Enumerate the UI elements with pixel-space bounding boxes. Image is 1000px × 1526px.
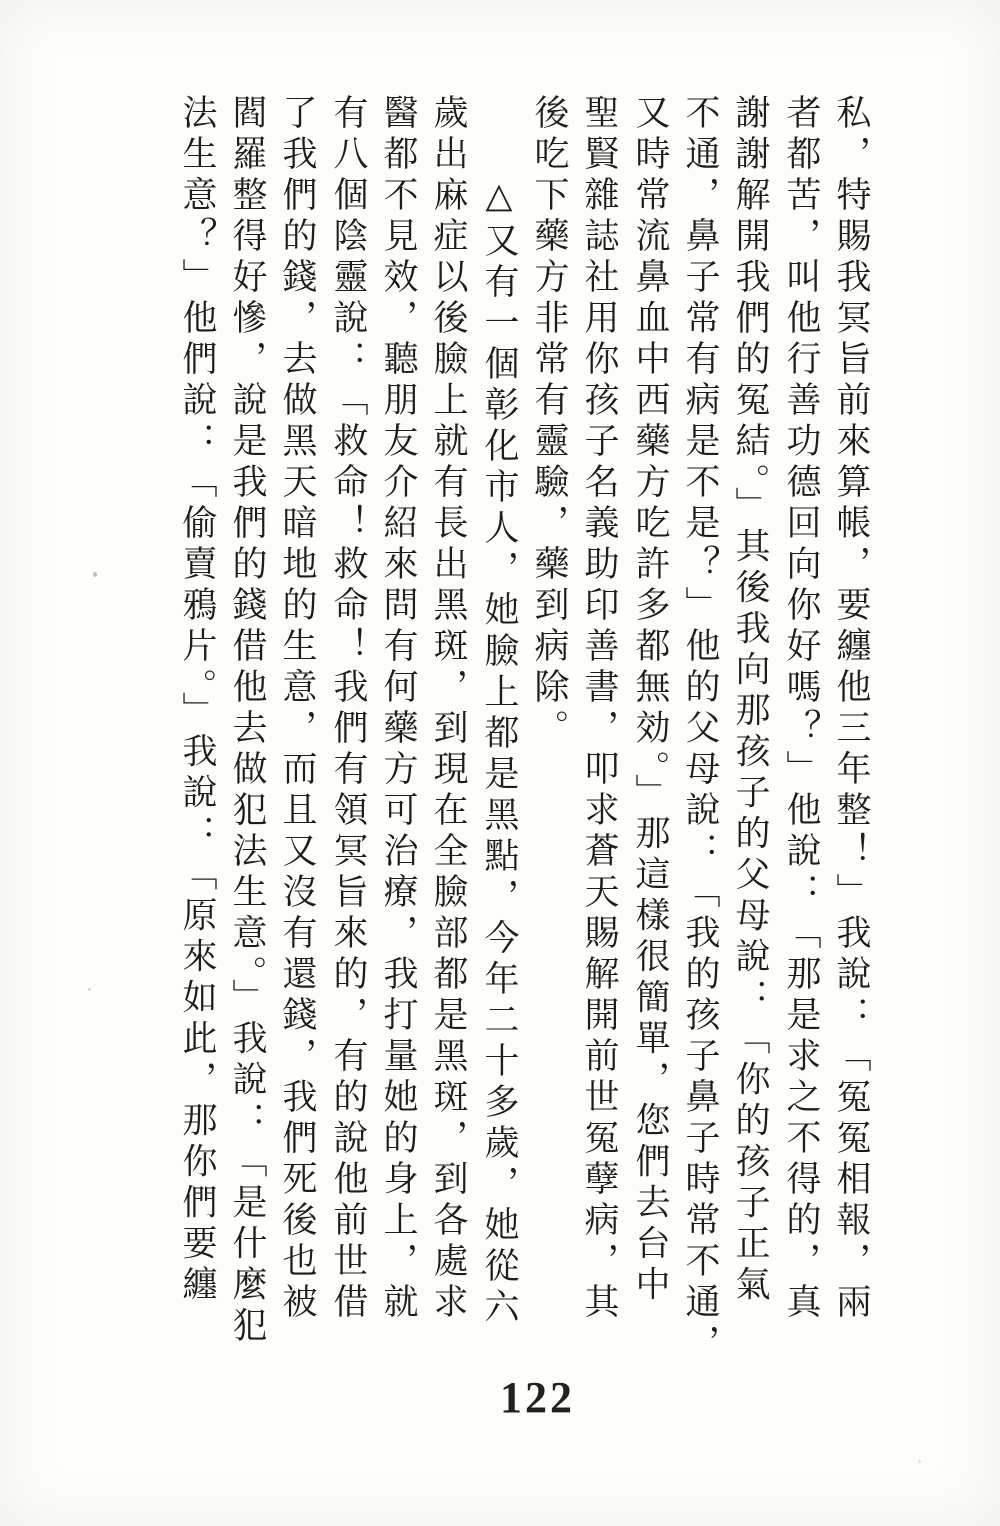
text-column: 閻羅整得好慘，說是我們的錢借他去做犯法生意。」我說：「是什麼犯 xyxy=(228,94,267,1348)
text-column: 法生意？」他們說：「偷賣鴉片。」我說：「原來如此，那你們要纏 xyxy=(178,94,217,1307)
text-column: 私，特賜我冥旨前來算帳，要纏他三年整！」我說：「冤冤相報，兩 xyxy=(832,94,871,1324)
text-column: 不通，鼻子常有病是不是？」他的父母說：「我的孩子鼻子時常不通， xyxy=(681,94,720,1365)
text-column: 聖賢雜誌社用你孩子名義助印善書，叩求蒼天賜解開前世冤孽病，其 xyxy=(580,94,619,1324)
text-column: 者都苦，叫他行善功德回向你好嗎？」他說：「那是求之不得的，真 xyxy=(782,94,821,1324)
scan-speck xyxy=(88,988,91,991)
text-column: 謝謝解開我們的冤結。」其後我向那孩子的父母說：「你的孩子正氣 xyxy=(731,94,770,1307)
text-column: 有八個陰靈說：「救命！救命！我們有領冥旨來的，有的說他前世借 xyxy=(329,94,368,1324)
text-column: △又有一個彰化市人，她臉上都是黑點，今年二十多歲，她從六 xyxy=(480,94,519,1329)
text-column: 歲出麻症以後臉上就有長出黑斑，到現在全臉部都是黑斑，到各處求 xyxy=(429,94,468,1324)
text-column: 又時常流鼻血中西藥方吃許多都無効。」那這樣很簡單，您們去台中 xyxy=(631,94,670,1307)
text-column: 了我們的錢，去做黑天暗地的生意，而且又沒有還錢，我們死後也被 xyxy=(278,94,317,1324)
scan-speck xyxy=(918,1460,921,1463)
scan-speck xyxy=(93,572,97,577)
text-column: 醫都不見效，聽朋友介紹來問有何藥方可治療，我打量她的身上，就 xyxy=(379,94,418,1324)
page-number: 122 xyxy=(500,1373,575,1422)
text-column: 後吃下藥方非常有靈驗，藥到病除。 xyxy=(530,94,569,750)
